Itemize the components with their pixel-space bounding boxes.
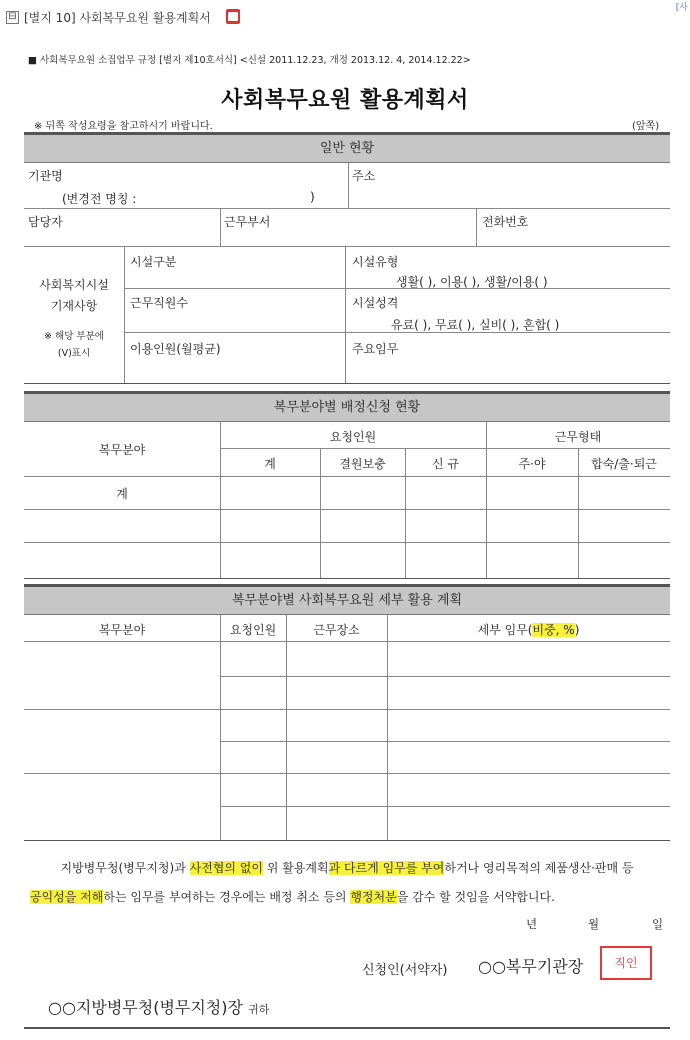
instruction-note: ※ 뒤쪽 작성요령을 참고하시기 바랍니다. bbox=[34, 121, 213, 132]
facility-nature-options: 유료( ), 무료( ), 실비( ), 혼합( ) bbox=[391, 318, 560, 332]
section-allocation-header: 복무분야별 배정신청 현황 bbox=[24, 391, 670, 422]
highlight-public-interest: 공익성을 저해 bbox=[30, 890, 104, 904]
alloc-field-header: 복무분야 bbox=[98, 443, 146, 457]
pdf-icon[interactable] bbox=[226, 9, 240, 24]
alloc-daynight-header: 주·야 bbox=[518, 457, 546, 471]
welfare-note-2: (V)표시 bbox=[57, 348, 91, 359]
org-name-label: 기관명 bbox=[28, 169, 63, 183]
welfare-label-1: 사회복지시설 bbox=[39, 278, 109, 292]
highlight-administrative-action: 행정처분 bbox=[350, 890, 397, 904]
welfare-note-1: ※ 해당 부분에 bbox=[44, 331, 104, 342]
duty-highlight: 비중, % bbox=[532, 623, 575, 637]
collapse-toggle[interactable]: ⊟ bbox=[6, 11, 19, 24]
alloc-new-header: 신 규 bbox=[432, 457, 459, 471]
alloc-worktype-header: 근무형태 bbox=[554, 430, 602, 444]
highlight-different-duty: 과 다르게 임무를 부여 bbox=[328, 861, 445, 875]
main-duty-label: 주요임무 bbox=[352, 342, 399, 356]
prev-name-close: ) bbox=[310, 190, 315, 204]
users-label: 이용인원(월평균) bbox=[130, 342, 221, 356]
date-year: 년 bbox=[526, 917, 538, 931]
regulation-note: ■ 사회복무요원 소집업무 규정 [별지 제10호서식] <신설 2011.12.23, 개정 2013.12. 4, 2014.12.22> bbox=[28, 55, 471, 66]
staff-count-label: 근무직원수 bbox=[130, 296, 188, 310]
document-title: 사회복무요원 활용계획서 bbox=[221, 88, 469, 113]
plan-duty-header: 세부 임무(비중, %) bbox=[477, 623, 580, 637]
manager-label: 담당자 bbox=[28, 215, 63, 229]
plan-place-header: 근무장소 bbox=[313, 623, 360, 637]
alloc-commute-header: 합숙/출·퇴근 bbox=[591, 457, 657, 471]
pledge-paragraph: 지방병무청(병무지청)과 사전협의 없이 위 활용계획과 다르게 임무를 부여하거나 영리목적의 제품생산·판매 등 공익성을 저해하는 임무를 부여하는 경우에는 배정 취소 등의 행정처분을 감수 할 것임을 서약합니다. bbox=[30, 861, 634, 904]
alloc-vacancy-header: 결원보충 bbox=[339, 457, 386, 471]
prev-name-label: (변경전 명칭 : bbox=[62, 192, 137, 206]
applicant-label: 신청인(서약자) bbox=[362, 963, 448, 978]
title-bar bbox=[0, 0, 690, 34]
section-plan-header: 복무분야별 사회복무요원 세부 활용 계획 bbox=[24, 584, 670, 615]
highlight-no-consultation: 사전협의 없이 bbox=[189, 861, 263, 875]
address-label: 주소 bbox=[352, 169, 376, 183]
facility-class-label: 시설구분 bbox=[130, 255, 177, 269]
corner-link[interactable]: [사 bbox=[675, 3, 688, 13]
phone-label: 전화번호 bbox=[482, 215, 529, 229]
dept-label: 근무부서 bbox=[224, 215, 271, 229]
facility-nature-label: 시설성격 bbox=[352, 296, 399, 310]
front-side-label: (앞쪽) bbox=[632, 121, 660, 132]
section-general-header: 일반 현황 bbox=[24, 132, 670, 163]
facility-type-options: 생활( ), 이용( ), 생활/이용( ) bbox=[396, 275, 548, 289]
alloc-total-row-label: 계 bbox=[116, 487, 128, 501]
welfare-label-2: 기재사항 bbox=[50, 299, 98, 313]
bottom-rule bbox=[24, 1027, 670, 1029]
date-day: 일 bbox=[652, 917, 664, 931]
date-month: 월 bbox=[588, 917, 600, 931]
applicant-name: ○○복무기관장 bbox=[478, 957, 584, 976]
form-title: [별지 10] 사회복무요원 활용계획서 bbox=[24, 11, 211, 25]
official-seal-box: 직인 bbox=[600, 946, 652, 980]
alloc-request-header: 요청인원 bbox=[329, 430, 377, 444]
alloc-total-header: 계 bbox=[264, 457, 276, 471]
plan-request-header: 요청인원 bbox=[229, 623, 277, 637]
recipient: ○○지방병무청(병무지청)장 귀하 bbox=[48, 998, 270, 1017]
facility-type-label: 시설유형 bbox=[352, 255, 399, 269]
plan-field-header: 복무분야 bbox=[98, 623, 146, 637]
